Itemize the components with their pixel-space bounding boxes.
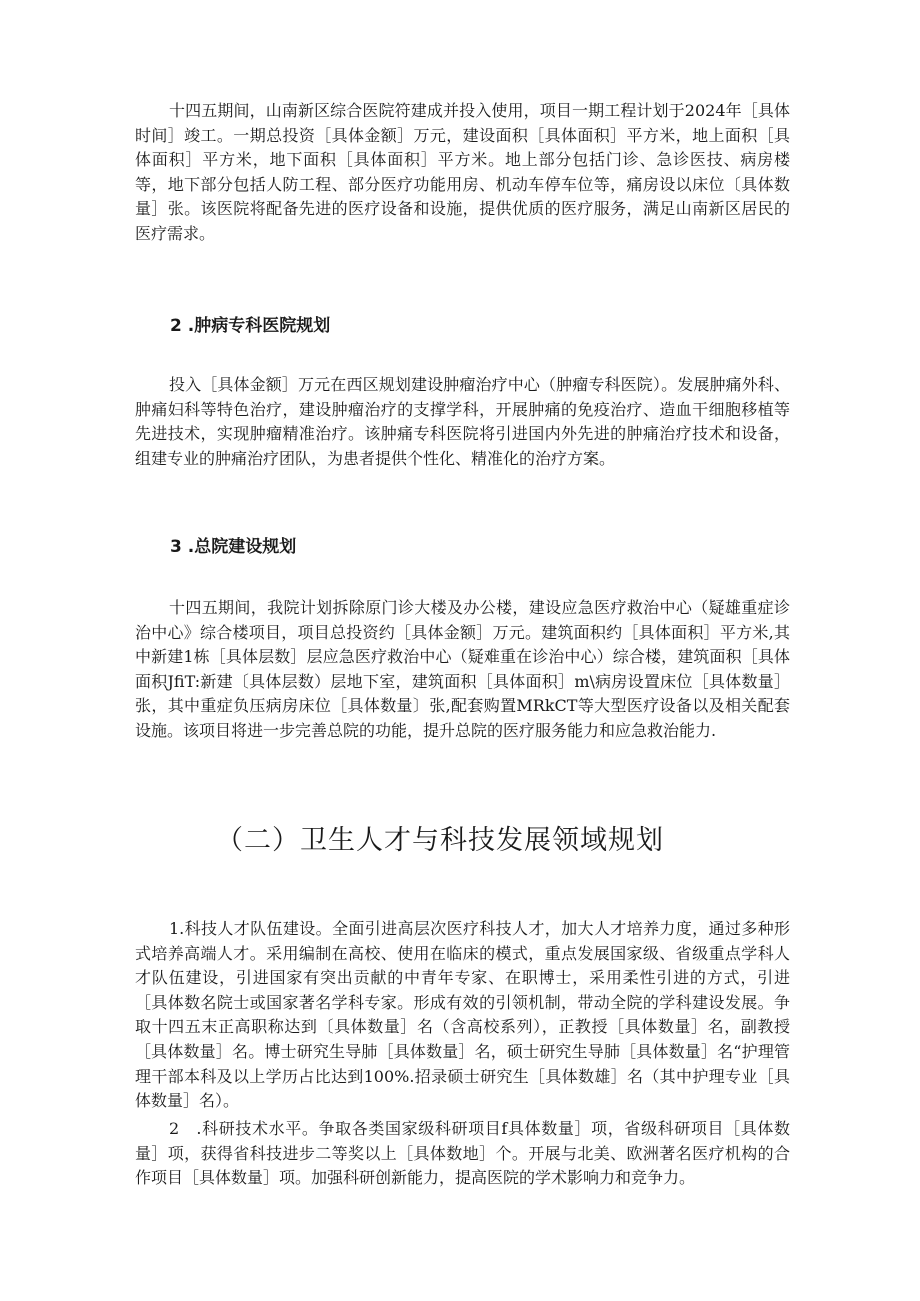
paragraph-talent-team: 1.科技人才队伍建设。全面引进高层次医疗科技人才，加大人才培养力度，通过多种形式培养高端人才。采用编制在高校、使用在临床的模式，重点发展国家级、省级重点学科人才队伍建设，引进国家有突出贡献的中青年专家、在职博士，采用柔性引进的方式，引进［具体数名院士或国家著名学科专家。形成有效的引领机制，带动全院的学科建设发展。争取十四五末正高职称达到〔具体数量］名（含高校系列），正教授［具体数量］名，副教授［具体数量］名。博士研究生导肺［具体数量］名，硕士研究生导肺［具体数量］名“护理管理干部本科及以上学历占比达到100%.招录硕士研究生［具体数雄］名（其中护理专业［具体数量］名）。 xyxy=(135,919,790,1111)
paragraph-general-hospital: 十四五期间，我院计划拆除原门诊大楼及办公楼，建设应急医疗救治中心（疑雄重症诊治中心》综合楼项目，项目总投资约［具体金额］万元。建筑面积约［具体面积］平方米,其中新建1栋［具体层数］层应急医疗救治中心（疑难重在诊治中心）综合楼，建筑面积［具体面积JfiT:新建〔具体层数）层地下室，建筑面积［具体面积］m\病房设置床位［具体数量］张，其中重症负压病房床位［具体数量〕张,配套购置MRkCT等大型医疗设备以及相关配套设施。该项目将进一步完善总院的功能，提升总院的医疗服务能力和应急救治能力. xyxy=(135,598,790,740)
paragraph-tumor-hospital: 投入［具体金额］万元在西区规划建设肿瘤治疗中心（肿瘤专科医院）。发展肿痛外科、肿痛妇科等特色治疗，建设肿瘤治疗的支撑学科，开展肿痛的免疫治疗、造血干细胞移植等先进技术，实现肿瘤精准治疗。该肿痛专科医院将引进国内外先进的肿痛治疗技术和设备，组建专业的肿痛治疗团队，为患者提供个性化、精准化的治疗方案。 xyxy=(135,375,790,468)
paragraph-shannan-hospital: 十四五期间，山南新区综合医院符建成并投入使用，项目一期工程计划于2024年［具体时间］竣工。一期总投资［具体金额］万元，建设面积［具体面积］平方米，地上面积［具体面积］平方米，地下面积［具体面积］平方米。地上部分包括门诊、急诊医技、病房楼等，地下部分包括人防工程、部分医疗功能用房、机动车停车位等，痛房设以床位〔具体数量］张。该医院将配备先进的医疗设备和设施，提供优质的医疗服务，满足山南新区居民的医疗需求。 xyxy=(135,101,790,243)
heading-tumor-hospital: 2 .肿病专科医院规划 xyxy=(170,316,331,336)
section-title-talent-tech: （二）卫生人才与科技发展领域规划 xyxy=(216,825,664,856)
heading-general-hospital: 3 .总院建设规划 xyxy=(170,537,297,557)
paragraph-research-level: 2 .科研技术水平。争取各类国家级科研项目f具体数量］项，省级科研项目［具体数量］项，获得省科技进步二等奖以上［具体数地］个。开展与北美、欧洲著名医疗机构的合作项目［具体数量］项。加强科研创新能力，提高医院的学术影响力和竞争力。 xyxy=(135,1119,790,1188)
